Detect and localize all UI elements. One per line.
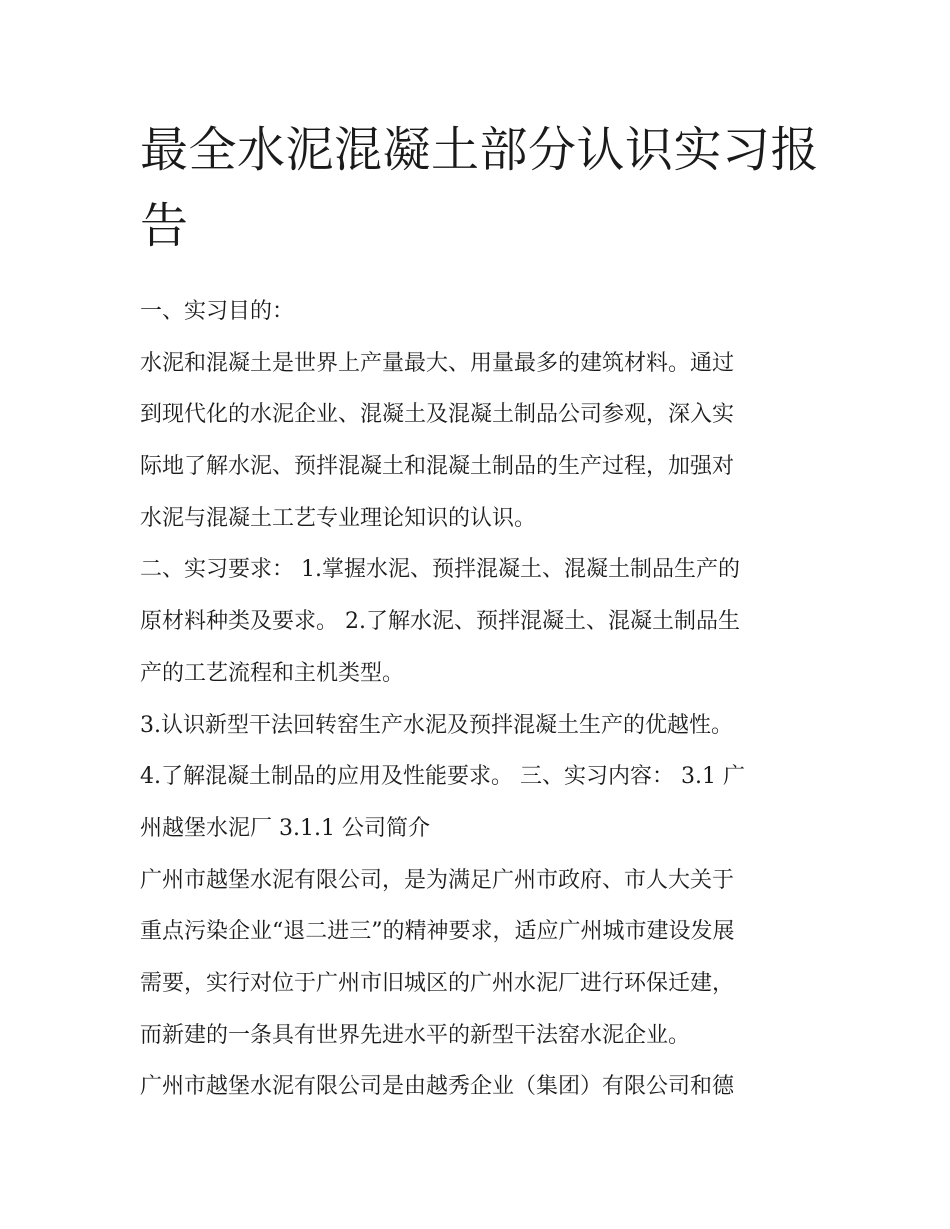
text-line: 二、实习要求： 1.掌握水泥、预拌混凝土、混凝土制品生产的	[140, 557, 740, 583]
text-line: 广州市越堡水泥有限公司，是为满足广州市政府、市人大关于	[140, 867, 735, 893]
text-line: 一、实习目的：	[140, 299, 295, 324]
text-line: 际地了解水泥、预拌混凝土和混凝土制品的生产过程，加强对	[140, 454, 735, 480]
text-line: 水泥和混凝土是世界上产量最大、用量最多的建筑材料。通过	[140, 350, 735, 376]
text-line: 需要，实行对位于广州市旧城区的广州水泥厂进行环保迁建，	[140, 970, 735, 996]
text-line: 原材料种类及要求。 2.了解水泥、预拌混凝土、混凝土制品生	[140, 609, 740, 635]
text-line: 州越堡水泥厂 3.1.1 公司简介	[140, 815, 430, 841]
text-line: 到现代化的水泥企业、混凝土及混凝土制品公司参观，深入实	[140, 402, 735, 428]
document-body	[140, 286, 820, 1113]
text-line: 3.认识新型干法回转窑生产水泥及预拌混凝土生产的优越性。	[140, 712, 733, 738]
text-line: 产的工艺流程和主机类型。	[140, 660, 405, 686]
text-line: 4.了解混凝土制品的应用及性能要求。 三、实习内容： 3.1 广	[140, 764, 745, 790]
text-line: 广州市越堡水泥有限公司是由越秀企业（集团）有限公司和德	[140, 1074, 735, 1100]
text-line: 重点污染企业“退二进三”的精神要求，适应广州城市建设发展	[140, 919, 735, 945]
text-line: 水泥与混凝土工艺专业理论知识的认识。	[140, 505, 537, 531]
document-title: 最全水泥混凝土部分认识实习报告	[140, 122, 820, 254]
text-line: 而新建的一条具有世界先进水平的新型干法窑水泥企业。	[140, 1022, 691, 1048]
